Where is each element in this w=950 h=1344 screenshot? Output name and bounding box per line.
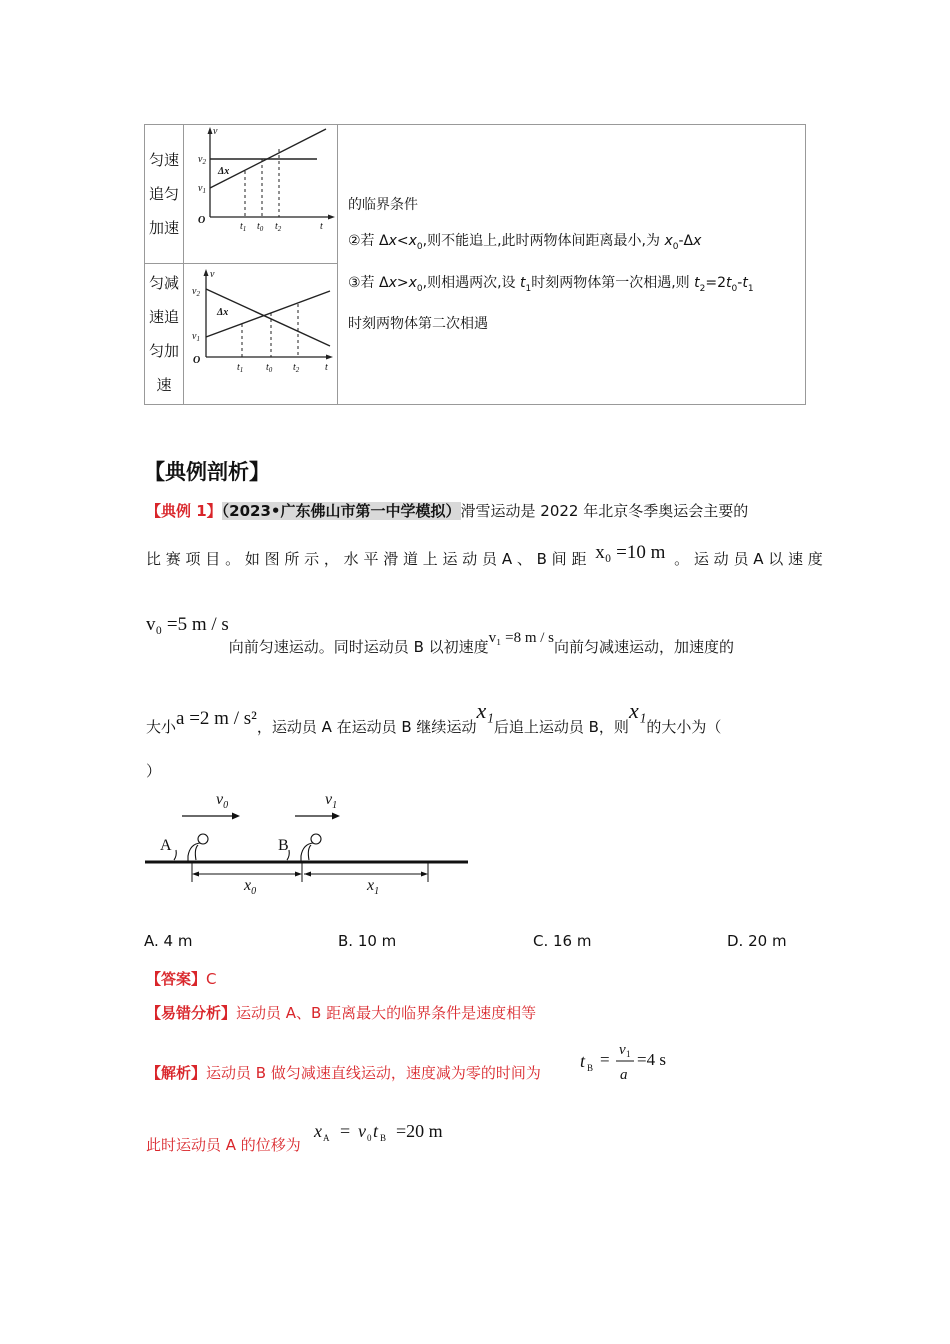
note-line-2: ②若 $\Delta x<x_0$,则不能追上,此时两物体间距离最小,为 $x_0-\Delta x$ bbox=[348, 232, 702, 252]
t2-label: $t_2$ bbox=[293, 362, 300, 374]
svg-text:t: t bbox=[373, 1121, 379, 1141]
t1-label: $t_1$ bbox=[240, 221, 247, 233]
svg-text:v: v bbox=[619, 1042, 626, 1058]
x1-label: $x_1$ bbox=[367, 877, 380, 897]
v0-label: $v_0$ bbox=[216, 791, 229, 811]
vt-graph-2 bbox=[184, 264, 337, 400]
row-label-uniform-chasing-accelerating: 匀速 追匀 加速 bbox=[145, 125, 184, 264]
solution-formula-1 bbox=[578, 1040, 678, 1091]
v1-label: $v_1$ bbox=[325, 791, 338, 811]
example-source: （2023•广东佛山市第一中学模拟） bbox=[221, 502, 461, 520]
skier-diagram bbox=[140, 786, 476, 898]
graph-cell-1 bbox=[184, 125, 338, 264]
v2-label: $v_2$ bbox=[198, 154, 206, 166]
v-axis-label: v bbox=[213, 126, 218, 137]
example-line-3: v₀ =5 m / s向前匀速运动。同时运动员 B 以初速度v₁ =8 m / s向前匀减速运动，加速度的 bbox=[146, 614, 735, 656]
v1-label: $v_1$ bbox=[192, 331, 200, 343]
v1-formula: v₁ =8 m / s bbox=[488, 630, 555, 646]
svg-text:B: B bbox=[587, 1063, 594, 1073]
answer-line: 【答案】C bbox=[146, 970, 217, 988]
skier-a-label: A bbox=[160, 837, 172, 854]
svg-text:x: x bbox=[314, 1121, 322, 1141]
svg-text:a: a bbox=[620, 1067, 628, 1083]
comparison-table bbox=[144, 124, 806, 405]
example-line-5: ） bbox=[146, 762, 162, 780]
svg-text:v: v bbox=[358, 1121, 366, 1141]
skier-b-icon bbox=[287, 834, 321, 861]
solution-formula-2 bbox=[312, 1118, 472, 1152]
example-line-1: 【典例 1】（2023•广东佛山市第一中学模拟）滑雪运动是 2022 年北京冬季奥运会主要的 bbox=[146, 502, 749, 520]
svg-text:0: 0 bbox=[367, 1133, 372, 1143]
x0-formula: x₀ =10 m bbox=[595, 542, 666, 563]
svg-text:t: t bbox=[580, 1051, 586, 1071]
svg-text:=: = bbox=[600, 1050, 610, 1069]
svg-text:B: B bbox=[380, 1133, 387, 1143]
origin-label: O bbox=[193, 355, 201, 366]
option-a[interactable]: A. 4 m bbox=[144, 932, 193, 950]
acceleration-formula: a =2 m / s² bbox=[176, 708, 257, 729]
skier-a-icon bbox=[174, 834, 208, 861]
section-title: 【典例剖析】 bbox=[144, 460, 270, 484]
t-axis-label: t bbox=[320, 221, 323, 232]
svg-text:=20 m: =20 m bbox=[396, 1121, 443, 1141]
note-line-4: 时刻两物体第二次相遇 bbox=[348, 316, 488, 333]
t2-label: $t_2$ bbox=[275, 221, 282, 233]
example-tag: 【典例 1】 bbox=[146, 502, 222, 520]
row-label-decelerating-chasing-accelerating: 匀减 速追 匀加 速 bbox=[145, 264, 184, 405]
t-axis-label: t bbox=[325, 362, 328, 373]
svg-text:=4 s: =4 s bbox=[637, 1050, 666, 1069]
x0-label: $x_0$ bbox=[244, 877, 257, 897]
solution-line-2: 此时运动员 A 的位移为 bbox=[146, 1136, 301, 1154]
solution-line-1: 【解析】运动员 B 做匀减速直线运动，速度减为零的时间为 bbox=[146, 1064, 541, 1082]
option-d[interactable]: D. 20 m bbox=[727, 932, 787, 950]
v2-label: $v_2$ bbox=[192, 286, 200, 298]
v-axis-label: v bbox=[210, 269, 215, 280]
example-line-2: 比 赛 项 目 。 如 图 所 示 ， 水 平 滑 道 上 运 动 员 A 、 B 间 距 x₀ =10 m 。 运 动 员 A 以 速 度 bbox=[146, 542, 823, 568]
svg-text:1: 1 bbox=[626, 1049, 631, 1059]
note-line-3: ③若 $\Delta x>x_0$,则相遇两次,设 $t_1$时刻两物体第一次相遇,则 $t_2=2t_0-t_1$ bbox=[348, 274, 754, 294]
t1-label: $t_1$ bbox=[237, 362, 244, 374]
skier-b-label: B bbox=[278, 837, 289, 854]
option-b[interactable]: B. 10 m bbox=[338, 932, 397, 950]
v1-label: $v_1$ bbox=[198, 183, 206, 195]
answer-value: C bbox=[206, 970, 217, 988]
critical-condition-notes bbox=[338, 125, 806, 405]
delta-x-label: Δx bbox=[218, 166, 230, 177]
t0-label: $t_0$ bbox=[257, 221, 264, 233]
note-line-1: 的临界条件 bbox=[348, 196, 418, 213]
vt-graph-1 bbox=[184, 125, 337, 259]
svg-text:A: A bbox=[323, 1133, 330, 1143]
delta-x-label: Δx bbox=[217, 307, 229, 318]
origin-label: O bbox=[198, 215, 206, 226]
t0-label: $t_0$ bbox=[266, 362, 273, 374]
v0-formula: v₀ =5 m / s bbox=[146, 614, 229, 635]
svg-text:=: = bbox=[340, 1121, 351, 1141]
graph-cell-2 bbox=[184, 264, 338, 405]
error-analysis-line: 【易错分析】运动员 A、B 距离最大的临界条件是速度相等 bbox=[146, 1004, 537, 1022]
option-c[interactable]: C. 16 m bbox=[533, 932, 592, 950]
example-line-4: 大小a =2 m / s²，运动员 A 在运动员 B 继续运动x₁后追上运动员 B，则x₁的大小为（ bbox=[146, 698, 722, 736]
